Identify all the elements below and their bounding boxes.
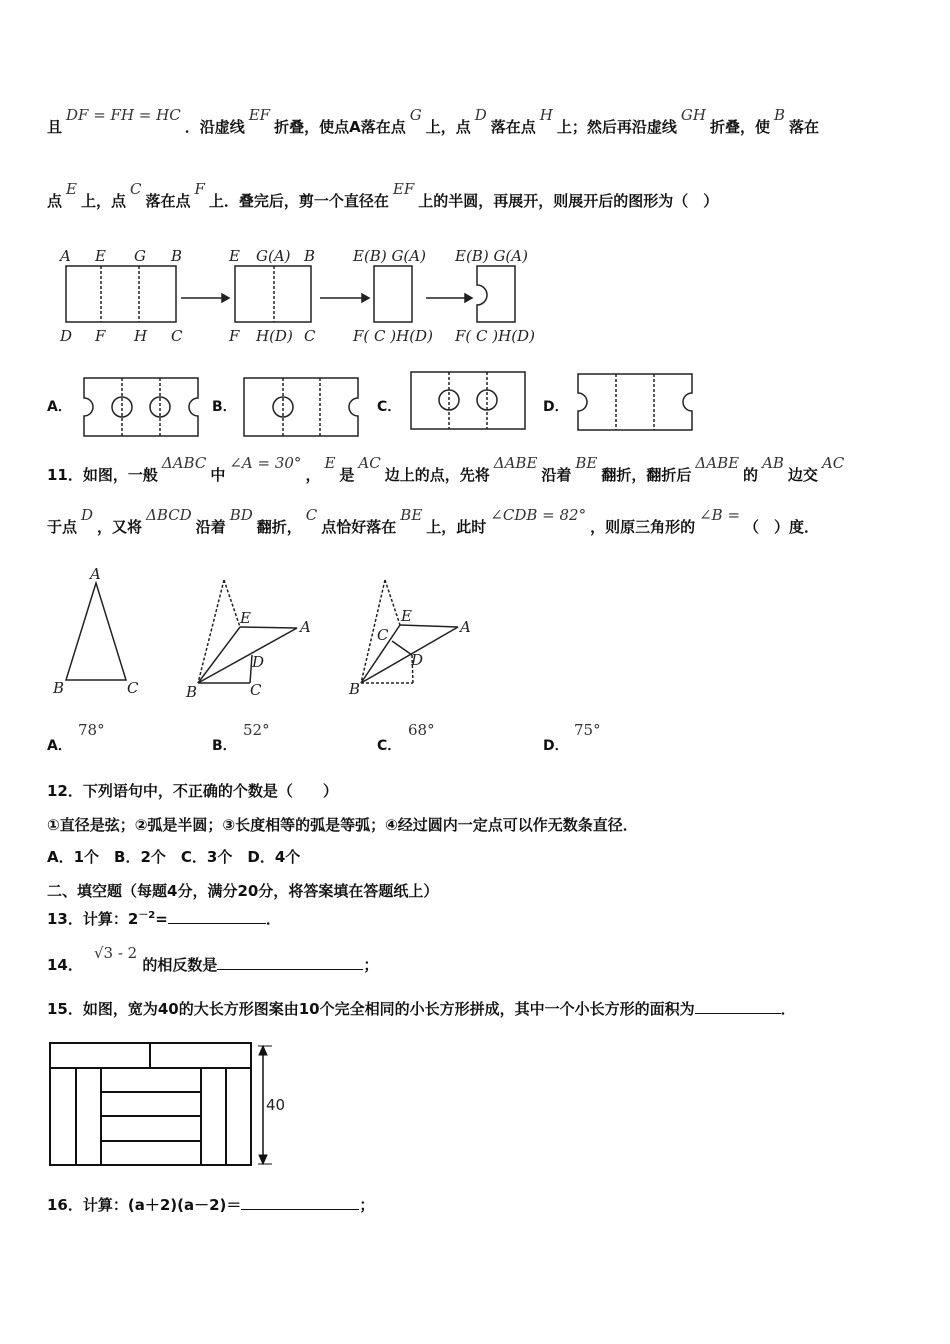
q10-line1-text-14: 落在 (789, 118, 820, 136)
q11-line2-math-3: ΔBCD (146, 506, 192, 524)
q10-line2-text-4: 落在点 (145, 192, 191, 210)
q15-stem: 15．如图，宽为40的大长方形图案由10个完全相同的小长方形拼成，其中一个小长方形的面积为 (47, 1000, 695, 1018)
q12-statements: ①直径是弦；②弧是半圆；③长度相等的弧是等弧；④经过圆内一定点可以作无数条直径． (47, 816, 638, 834)
q10-s3-top: E(B) G(A) (353, 247, 426, 265)
q11-t3-label-D: D (411, 651, 424, 669)
q11-t3-label-C: C (377, 626, 389, 644)
q10-s2-label-B: B (304, 247, 316, 265)
q10-line1-text-8: 落在点 (490, 118, 536, 136)
q11-line1-text-2: 中 (210, 466, 226, 484)
q10-line2-text-0: 点 (47, 192, 63, 210)
q10-line2-text-8: 上的半圆，再展开，则展开后的图形为（ ） (418, 192, 719, 210)
q10-label-D: D (60, 327, 73, 345)
q10-s2-label-E: E (229, 247, 240, 265)
q11-line1-text-14: 的 (743, 466, 759, 484)
q11-option-d-value: 75° (574, 721, 601, 739)
q11-option-b-letter[interactable]: B． (212, 738, 237, 754)
q10-option-a-label[interactable]: A． (47, 399, 72, 415)
q13-equals: = (155, 910, 168, 928)
q16-end: ； (359, 1196, 375, 1214)
q11-line2-text-2: ，又将 (97, 518, 143, 536)
q11-line1-math-1: ΔABC (161, 454, 207, 472)
q11-option-d-letter[interactable]: D． (543, 738, 569, 754)
q10-line2-math-5: F (194, 180, 205, 198)
q10-s2-label-HD: H(D) (256, 327, 293, 345)
q11-line1-text-8: 边上的点，先将 (384, 466, 490, 484)
q14-expression: √3 - 2 (93, 944, 138, 962)
q11-t3-label-B: B (349, 680, 361, 698)
q10-label-B: B (171, 247, 183, 265)
q14-prefix: 14． (47, 956, 83, 974)
q10-line1-text-10: 上；然后再沿虚线 (556, 118, 677, 136)
q11-line2-math-5: BD (229, 506, 253, 524)
q11-line1-text-10: 沿着 (541, 466, 572, 484)
q11-t1-label-A: A (90, 565, 101, 583)
q11-t3-label-A: A (460, 618, 471, 636)
q11-line1-math-9: ΔABE (493, 454, 538, 472)
q10-label-C: C (171, 327, 183, 345)
q11-line1-math-11: BE (575, 454, 598, 472)
q14-end: ； (363, 956, 379, 974)
q10-label-A: A (60, 247, 71, 265)
q10-line1-math-1: DF = FH = HC (66, 106, 181, 124)
q11-t1-label-C: C (127, 679, 139, 697)
q10-line1-text-4: 折叠，使点A落在点 (274, 118, 406, 136)
q11-line1-text-12: 翻折，翻折后 (601, 466, 692, 484)
q11-line2-math-9: BE (400, 506, 423, 524)
q10-option-d-label[interactable]: D． (543, 399, 569, 415)
q10-label-E: E (95, 247, 106, 265)
q10-s2-label-C: C (304, 327, 316, 345)
q13-end: ． (265, 910, 281, 928)
q11-line2-text-4: 沿着 (195, 518, 226, 536)
q10-s2-label-F: F (229, 327, 240, 345)
q12-stem: 12．下列语句中，不正确的个数是（ ） (47, 782, 338, 800)
q10-option-b-label[interactable]: B． (212, 399, 237, 415)
section-2-heading: 二、填空题（每题4分，满分20分，将答案填在答题纸上） (47, 882, 439, 900)
q10-line1-math-11: GH (680, 106, 706, 124)
q11-option-a-letter[interactable]: A． (47, 738, 72, 754)
q10-line2-text-2: 上，点 (80, 192, 126, 210)
q11-line2-math-7: C (305, 506, 318, 524)
q10-line2-math-3: C (129, 180, 142, 198)
q11-line1-math-13: ΔABE (695, 454, 740, 472)
q11-line1-math-3: ∠A = 30° (229, 454, 302, 472)
q16 (47, 1194, 374, 1215)
q11-t1-label-B: B (53, 679, 65, 697)
q14-text: 的相反数是 (142, 956, 218, 974)
q11-option-b-value: 52° (243, 721, 270, 739)
q13-prefix: 13．计算：2 (47, 910, 139, 928)
q15-end: ． (780, 1000, 796, 1018)
q13-exponent: －2 (138, 910, 156, 921)
q10-option-c-label[interactable]: C． (377, 399, 402, 415)
q15-dimension-40: 40 (266, 1096, 286, 1114)
q11-t2-label-A: A (300, 618, 311, 636)
q11-t2-label-B: B (186, 683, 198, 701)
q11-line1-text-4: ， (305, 466, 321, 484)
q16-answer-blank[interactable] (241, 1195, 359, 1210)
q10-line2-text-6: 上．叠完后，剪一个直径在 (208, 192, 389, 210)
q11-t2-label-E: E (240, 609, 251, 627)
q11-line2-math-11: ∠CDB = 82° (490, 506, 587, 524)
q10-s3-bot: F( C )H(D) (353, 327, 433, 345)
q11-line2-text-0: 于点 (47, 518, 78, 536)
q11-line1-math-5: E (324, 454, 336, 472)
q11-line2-text-6: 翻折， (256, 518, 302, 536)
q11-line1-math-15: AB (762, 454, 784, 472)
q11-t2-label-D: D (252, 653, 265, 671)
q11-line1-math-7: AC (358, 454, 381, 472)
q11-line2-text-8: 点恰好落在 (321, 518, 397, 536)
q10-line1-text-6: 上，点 (425, 118, 471, 136)
q10-label-G: G (134, 247, 146, 265)
q10-line2-math-1: E (66, 180, 77, 198)
q10-line1-math-9: H (539, 106, 553, 124)
q10-line1-math-5: G (409, 106, 422, 124)
q11-line1-math-17: AC (821, 454, 845, 472)
q11-line2-text-12: ，则原三角形的 (590, 518, 696, 536)
q10-label-F: F (95, 327, 106, 345)
q10-s4-bot: F( C )H(D) (455, 327, 535, 345)
q10-line1-math-13: B (773, 106, 785, 124)
q10-line1-math-3: EF (248, 106, 271, 124)
q11-line2-text-10: 上，此时 (426, 518, 487, 536)
q11-line1-text-6: 是 (339, 466, 355, 484)
q10-line1-text-0: 且 (47, 118, 63, 136)
q10-s4-top: E(B) G(A) (455, 247, 528, 265)
q10-line1-math-7: D (474, 106, 487, 124)
q11-t2-label-C: C (250, 681, 262, 699)
q16-prefix: 16．计算：(a＋2)(a－2)＝ (47, 1196, 242, 1214)
q10-line1-text-12: 折叠，使 (709, 118, 770, 136)
q10-line1-text-2: ．沿虚线 (184, 118, 245, 136)
q11-line1-text-16: 边交 (787, 466, 818, 484)
q10-label-H: H (134, 327, 148, 345)
q11-line2-text-14: （ ）度． (744, 518, 820, 536)
q11-line2-math-13: ∠B = (699, 506, 741, 524)
q10-line2-math-7: EF (392, 180, 415, 198)
q11-line2-math-1: D (81, 506, 94, 524)
q11-option-c-letter[interactable]: C． (377, 738, 402, 754)
q11-option-c-value: 68° (408, 721, 435, 739)
q11-t3-label-E: E (401, 607, 412, 625)
q10-s2-label-GA: G(A) (256, 247, 291, 265)
q12-options[interactable]: A．1个 B．2个 C．3个 D．4个 (47, 848, 301, 866)
q11-option-a-value: 78° (78, 721, 105, 739)
q11-line1-text-0: 11．如图，一般 (47, 466, 158, 484)
